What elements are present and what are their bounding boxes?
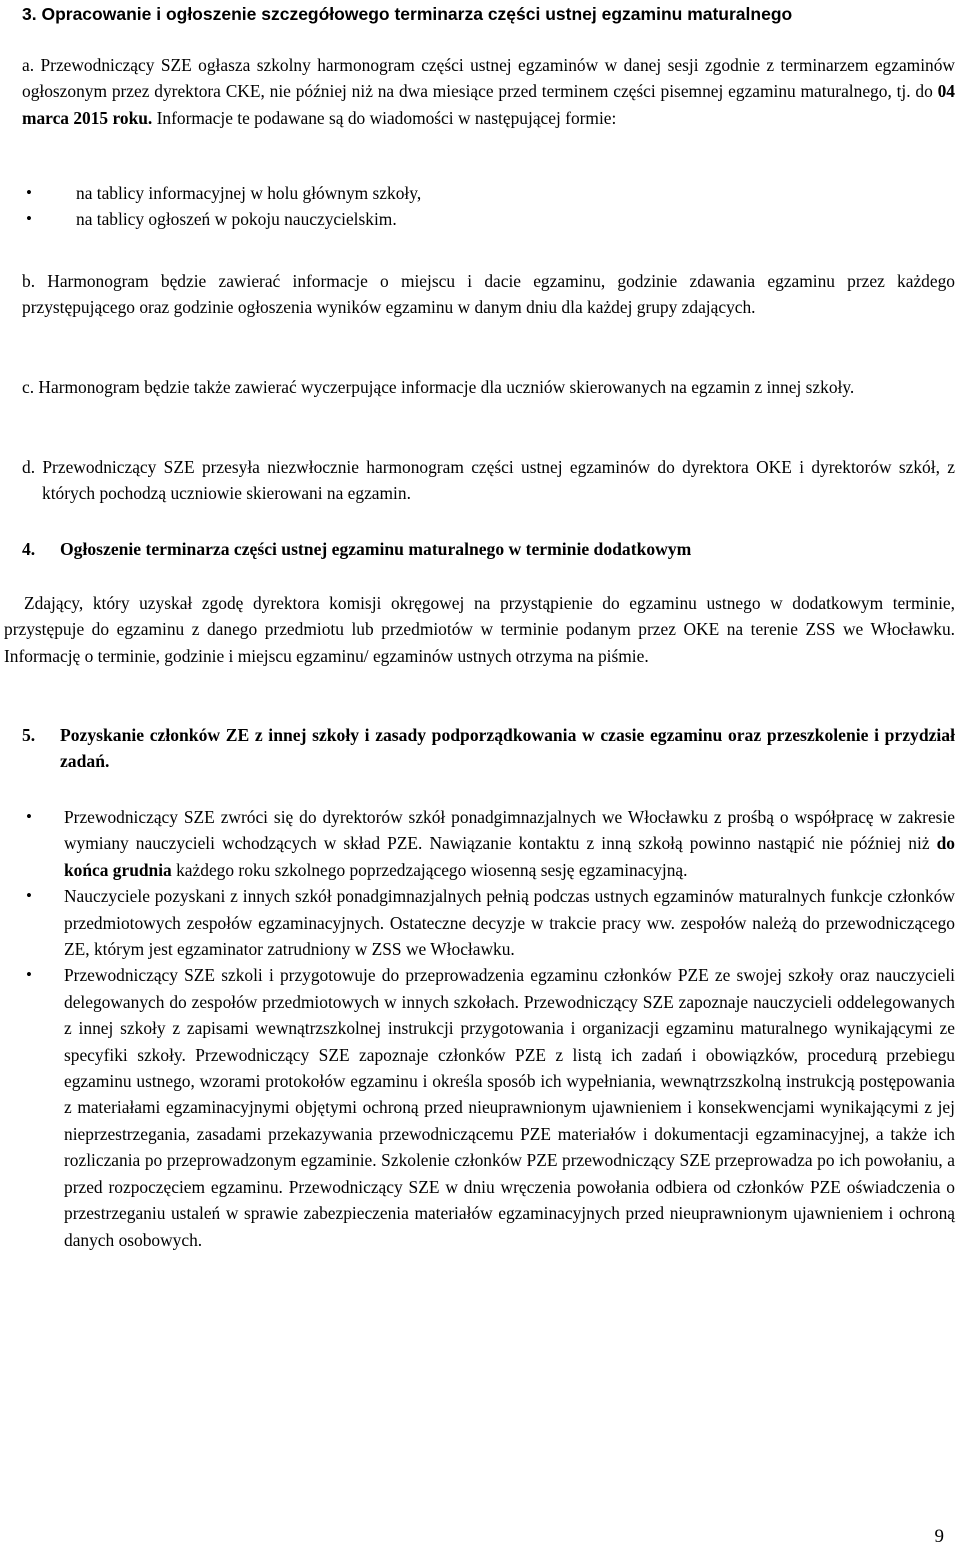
list-item-text: na tablicy informacyjnej w holu głównym szkoły, xyxy=(76,183,422,203)
section-3a-text xyxy=(22,52,955,131)
section-4-text: Zdający, który uzyskał zgodę dyrektora komisji okręgowej na przystąpienie do egzaminu ustnego w dodatkowym terminie, przystępuje do egzaminu z danego przedmiotu lub przedmiotów w terminie podanym przez OKE na terenie ZSS we Włocławku. Informację o terminie, godzinie i miejscu egzaminu/ egzaminów ustnych otrzyma na piśmie. xyxy=(4,593,955,666)
section-5-number: 5. xyxy=(22,725,36,745)
section-3d-text: d. Przewodniczący SZE przesyła niezwłocznie harmonogram części ustnej egzaminów do dyrektora OKE i dyrektorów szkół, z których pochodzą uczniowie skierowani na egzamin. xyxy=(22,457,955,504)
section-3c-text: c. Harmonogram będzie także zawierać wyczerpujące informacje dla uczniów skierowanych na egzamin z innej szkoły. xyxy=(22,377,855,397)
bullet-icon: • xyxy=(26,886,32,906)
section-5-heading xyxy=(60,722,955,775)
section-4-paragraph xyxy=(4,590,955,669)
section-3b-paragraph xyxy=(22,268,955,321)
section-3c-paragraph xyxy=(22,374,955,400)
section-5-item-2-text: Nauczyciele pozyskani z innych szkół ponadgimnazjalnych pełnią podczas ustnych egzaminów maturalnych funkcje członków przedmiotowych zespołów egzaminacyjnych. Ostateczne decyzje w trakcie pracy ww. zespołów należą do przewodniczącego ZE, którym jest egzaminator zatrudniony w ZSS we Włocławku. xyxy=(64,886,955,960)
section-3-heading: 3. Opracowanie i ogłoszenie szczegółowego terminarza części ustnej egzaminu maturalnego xyxy=(22,4,793,24)
list-item-text: na tablicy ogłoszeń w pokoju nauczycielskim. xyxy=(76,209,397,229)
announcement-locations-list xyxy=(22,180,955,232)
section-5-heading-text: Pozyskanie członków ZE z innej szkoły i zasady podporządkowania w czasie egzaminu oraz przeszkolenie i przydział zadań. xyxy=(60,725,955,772)
section-4-heading: Ogłoszenie terminarza części ustnej egzaminu maturalnego w terminie dodatkowym xyxy=(60,539,692,559)
section-3a-paragraph xyxy=(22,52,955,131)
bullet-icon: • xyxy=(26,183,32,202)
section-3a-text-after: Informacje te podawane są do wiadomości w następującej formie: xyxy=(152,107,617,128)
list-item xyxy=(22,883,955,962)
list-item xyxy=(22,206,955,232)
list-item xyxy=(22,962,955,1252)
bullet-icon: • xyxy=(26,807,32,826)
section-3d-paragraph xyxy=(22,454,955,507)
section-5-item-1-before: Przewodniczący SZE zwróci się do dyrektorów szkół ponadgimnazjalnych we Włocławku z prośbą o współpracę w zakresie wymiany nauczycieli wchodzących w skład PZE. Nawiązanie kontaktu z inną szkołą powinno nastąpić nie później niż xyxy=(64,807,955,854)
section-5-item-1-text xyxy=(64,804,955,883)
contact-deadline: do końca grudnia xyxy=(64,833,955,880)
section-4-number: 4. xyxy=(22,539,36,559)
list-item xyxy=(22,180,955,206)
page-number: 9 xyxy=(934,1526,944,1547)
bullet-icon: • xyxy=(26,965,32,985)
bullet-icon: • xyxy=(26,209,32,228)
section-5-item-1-after: każdego roku szkolnego poprzedzającego wiosenną sesję egzaminacyjną. xyxy=(171,859,688,880)
section-3a-text-before: a. Przewodniczący SZE ogłasza szkolny harmonogram części ustnej egzaminów w danej sesji zgodnie z terminarzem egzaminów ogłoszonym przez dyrektora CKE, nie później niż na dwa miesiące przed terminem części pisemnej egzaminu maturalnego, tj. do xyxy=(22,55,955,102)
section-5-list xyxy=(22,804,955,1253)
list-item xyxy=(22,804,955,883)
section-3b-text: b. Harmonogram będzie zawierać informacje o miejscu i dacie egzaminu, godzinie zdawania egzaminu przez każdego przystępującego oraz godzinie ogłoszenia wyników egzaminu w danym dniu dla każdej grupy zdających. xyxy=(22,271,955,318)
deadline-date: 04 marca 2015 roku. xyxy=(22,81,955,128)
section-5-item-3-text: Przewodniczący SZE szkoli i przygotowuje do przeprowadzenia egzaminu członków PZE ze swojej szkoły oraz nauczycieli delegowanych do zespołów przedmiotowych w innych szkołach. Przewodniczący SZE zapoznaje nauczycieli oddelegowanych z innej szkoły z zapisami wewnątrzszkolnej instrukcji przygotowania i organizacji egzaminu maturalnego wynikającymi ze specyfiki szkoły. Przewodniczący SZE zapoznaje członków PZE z listą ich zadań i obowiązków, procedurą przebiegu egzaminu ustnego, wzorami protokołów egzaminu i określa sposób ich wypełniania, wewnątrzszkolną instrukcją postępowania z materiałami egzaminacyjnymi objętymi ochroną przed nieuprawnionym ujawnieniem i konsekwencjami wynikającymi z jej nieprzestrzegania, zasadami przekazywania przewodniczącemu PZE materiałów i dokumentacji egzaminacyjnej, a także ich rozliczania po przeprowadzonym egzaminie. Szkolenie członków PZE przewodniczący SZE przeprowadza po ich powołaniu, a przed rozpoczęciem egzaminu. Przewodniczący SZE w dniu wręczenia powołania odbiera od członków PZE oświadczenia o przestrzeganiu ustaleń w sprawie zabezpieczenia materiałów egzaminacyjnych przed nieuprawnionym ujawnieniem i ochroną danych osobowych. xyxy=(64,965,955,1250)
